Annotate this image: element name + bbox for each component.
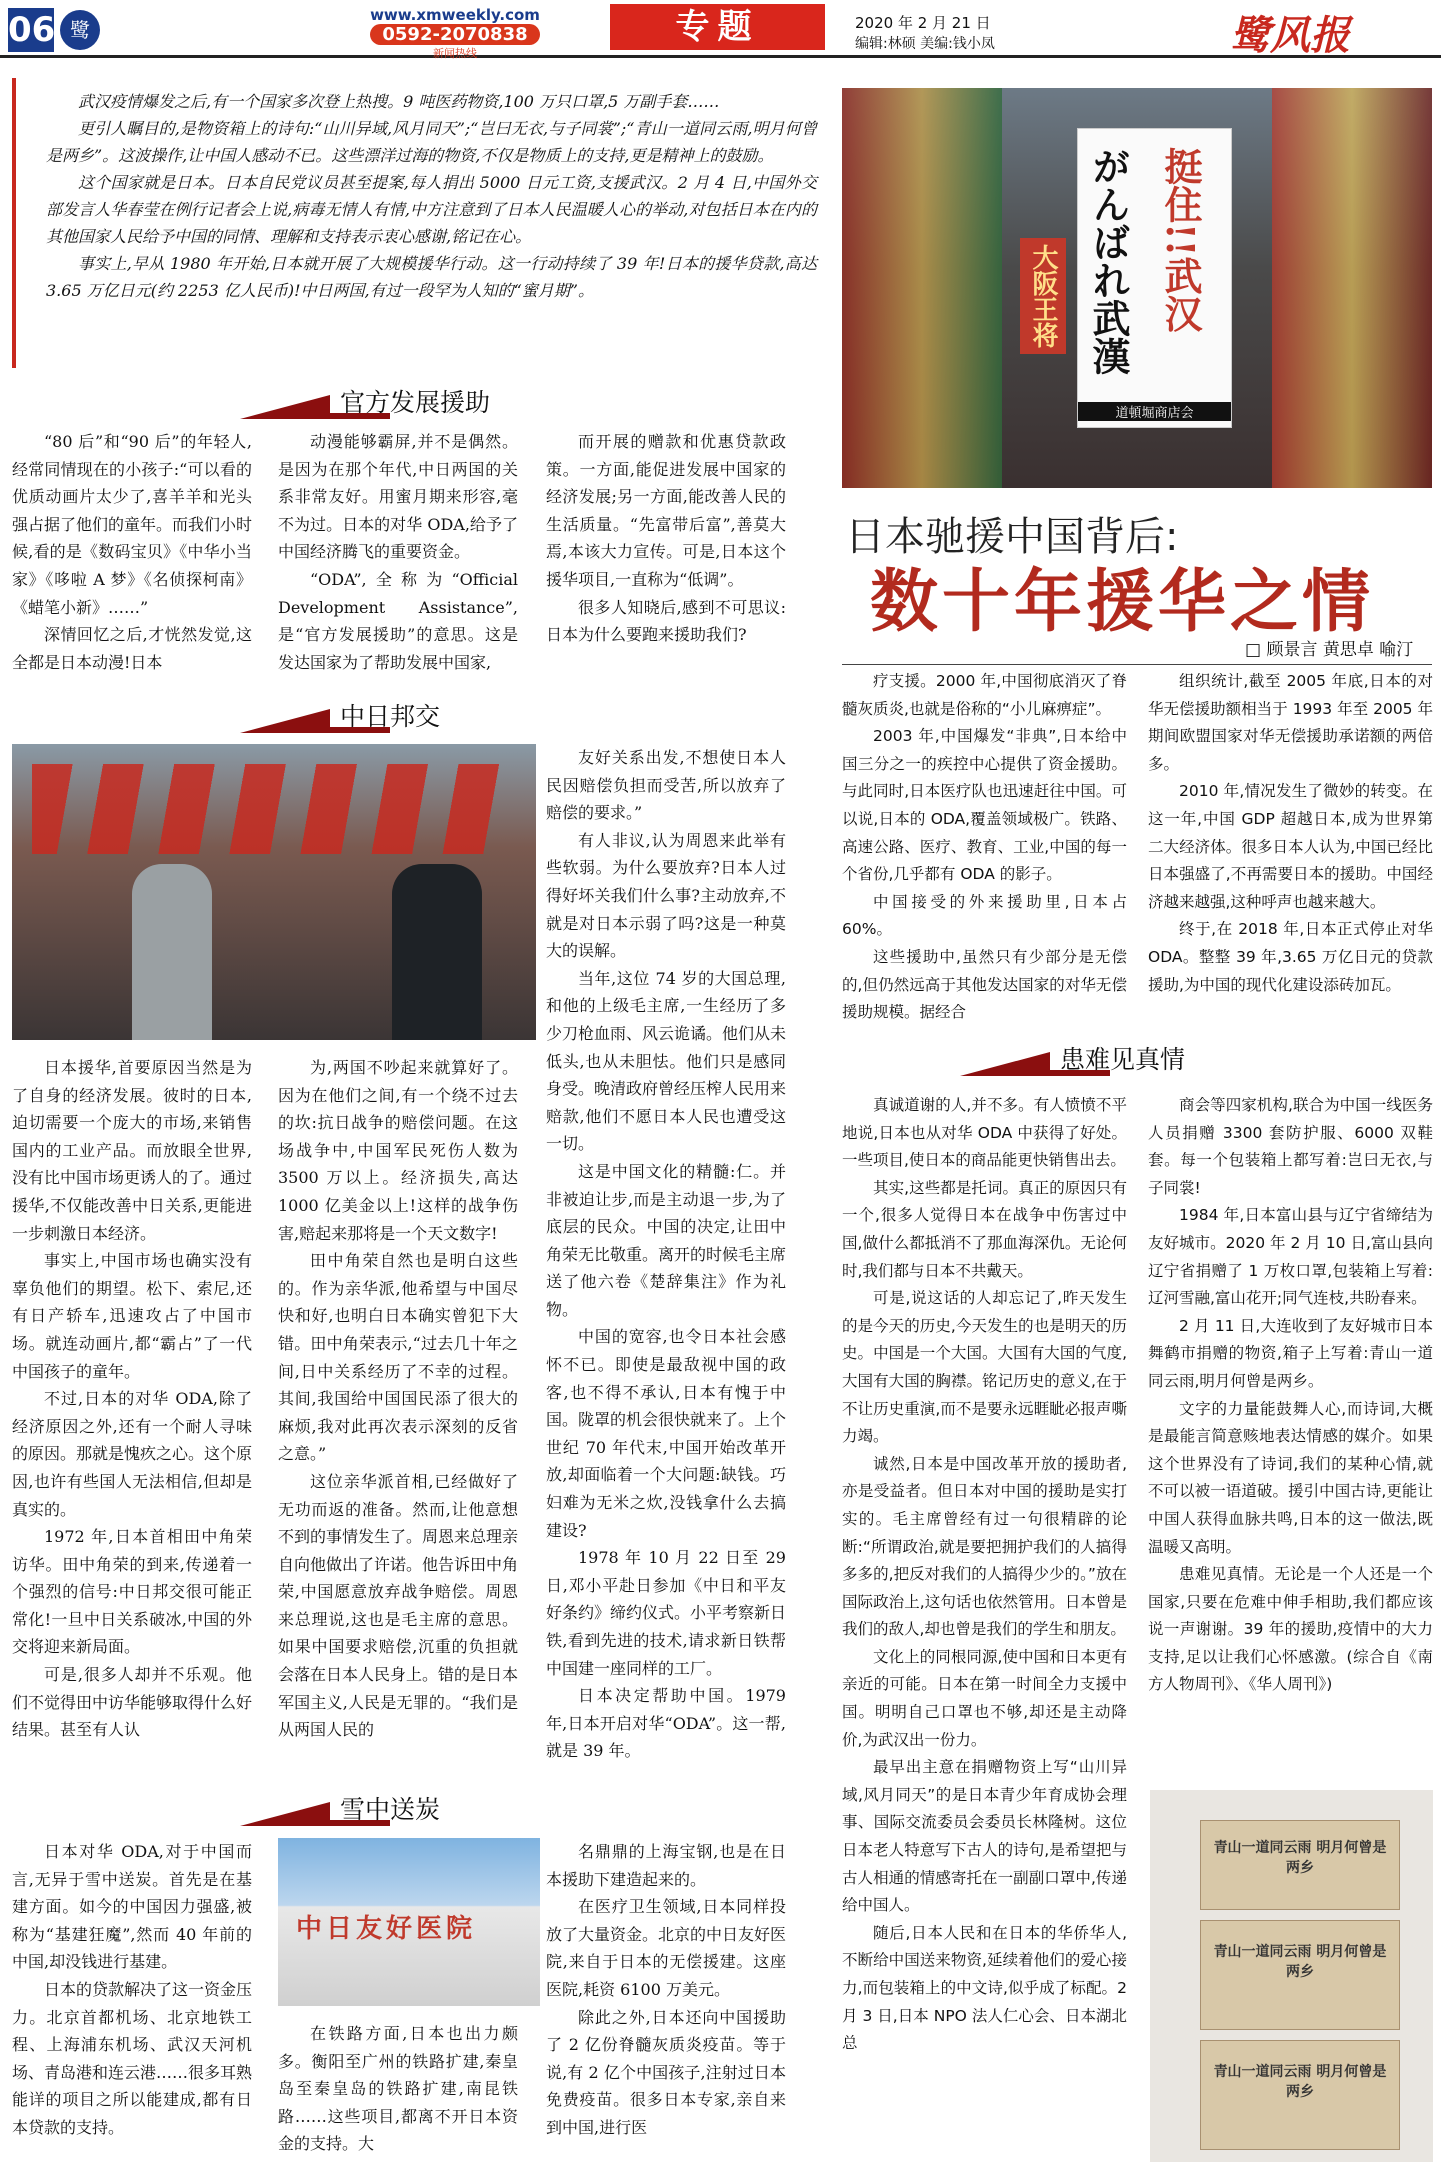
paragraph: 中国接受的外来援助里,日本占 60%。 [842,892,1127,939]
hospital-sign: 中日友好医院 [296,1914,477,1944]
article-column [278,428,518,698]
paragraph: 动漫能够霸屏,并不是偶然。是因为在那个年代,中日两国的关系非常友好。用蜜月期来形容,毫不为过。日本的对华 ODA,给予了中国经济腾飞的重要资金。 [278,432,518,562]
paragraph: 很多人知晓后,感到不可思议:日本为什么要跑来援助我们? [546,597,786,645]
issue-date: 2020 年 2 月 21 日 [855,14,991,32]
article-column [546,428,786,698]
paragraph: “ODA”,全称为“Official Development Assistance”,是“官方发展援助”的意思。这是发达国家为了帮助发展中国家, [278,569,518,672]
paragraph: 日本决定帮助中国。1979 年,日本开启对华“ODA”。这一帮,就是 39 年。 [546,1686,786,1761]
paragraph: 有人非议,认为周恩来此举有些软弱。为什么要放弃?日本人过得好坏关我们什么事?主动放弃,不就是对日本示弱了吗?这是一种莫大的误解。 [546,830,786,961]
subhead-diplomacy [240,697,840,739]
paragraph: 日本的贷款解决了这一资金压力。北京首都机场、北京地铁工程、上海浦东机场、武汉天河机场、青岛港和连云港……很多耳熟能详的项目之所以能建成,都有日本贷款的支持。 [12,1979,252,2137]
subhead-true-friendship [960,1040,1430,1082]
paragraph: 这些援助中,虽然只有少部分是无偿的,但仍然远高于其他发达国家的对华无偿援助规模。据经合 [842,947,1127,1022]
article-column [278,2020,518,2160]
paragraph: 这是中国文化的精髓:仁。并非被迫让步,而是主动退一步,为了底层的民众。中国的决定,让田中角荣无比敬重。离开的时候毛主席送了他六卷《楚辞集注》作为礼物。 [546,1161,786,1319]
paragraph: 而开展的赠款和优惠贷款政策。一方面,能促进发展中国家的经济发展;另一方面,能改善人民的生活质量。“先富带后富”,善莫大焉,本该大力宣传。可是,日本这个援华项目,一直称为“低调”。 [546,432,786,589]
hospital-photo [278,1838,540,2006]
paragraph: 1984 年,日本富山县与辽宁省缔结为友好城市。2020 年 2 月 10 日,富山县向辽宁省捐赠了 1 万枚口罩,包装箱上写着:辽河雪融,富山花开;同气连枝,共盼春来。 [1148,1206,1433,1308]
paragraph: 诚然,日本是中国改革开放的援助者,亦是受益者。但日本对中国的援助是实打实的。毛主席曾经有过一句很精辟的论断:“所谓政治,就是要把拥护我们的人搞得多多的,把反对我们的人搞得少少的。”放在国际政治上,这句话也依然管用。日本曾是我们的敌人,却也曾是我们的学生和朋友。 [842,1454,1127,1639]
article-column [1148,1092,1433,1782]
paragraph: 在医疗卫生领域,日本同样投放了大量资金。北京的中日友好医院,来自于日本的无偿援建。这座医院,耗资 6100 万美元。 [546,1897,786,1999]
headline: 数十年援华之情 [870,562,1375,642]
paragraph: 文字的力量能鼓舞人心,而诗词,大概是最能言简意赅地表达情感的媒介。如果这个世界没有了诗词,我们的某种心情,就不可以被一语道破。援引中国古诗,更能让中国人获得血脉共鸣,日本的这一做法,既温暖又高明。 [1148,1399,1433,1556]
banner-chinese: 挺住!!武汉 [1158,147,1203,333]
article-column [546,1838,786,2160]
article-column [12,1054,252,1774]
article-column [12,428,252,698]
paragraph: 在铁路方面,日本也出力颇多。衡阳至广州的铁路扩建,秦皇岛至秦皇岛的铁路扩建,南昆铁路……这些项目,都离不开日本资金的支持。大 [278,2024,518,2154]
box-label: 青山一道同云雨 明月何曾是两乡 [1213,2064,1387,2100]
intro-box [12,78,837,368]
subhead-label: 患难见真情 [1060,1045,1186,1074]
divider [842,664,1432,665]
paragraph: 1972 年,日本首相田中角荣访华。田中角荣的到来,传递着一个强烈的信号:中日邦交很可能正常化!一旦中日关系破冰,中国的外交将迎来新局面。 [12,1527,252,1657]
paragraph: 其实,这些都是托词。真正的原因只有一个,很多人觉得日本在战争中伤害过中国,做什么都抵消不了那血海深仇。无论何时,我们都与日本不共戴天。 [842,1178,1127,1280]
paragraph: 事实上,中国市场也确实没有辜负他们的期望。松下、索尼,还有日产轿车,迅速攻占了中国市场。就连动画片,都“霸占”了一代中国孩子的童年。 [12,1251,252,1381]
banner-japanese: がんばれ武漢 [1086,147,1131,375]
editors-credit: 编辑:林硕 美编:钱小凤 [855,36,995,52]
intro-paragraph: 武汉疫情爆发之后,有一个国家多次登上热搜。9 吨医药物资,100 万只口罩,5 万副手套…… [78,92,720,111]
paragraph: 终于,在 2018 年,日本正式停止对华 ODA。整整 39 年,3.65 万亿日元的贷款援助,为中国的现代化建设添砖加瓦。 [1148,920,1433,994]
paragraph: 不过,日本的对华 ODA,除了经济原因之外,还有一个耐人寻味的原因。那就是愧疚之心。这个原因,也许有些国人无法相信,但却是真实的。 [12,1389,252,1519]
paragraph: 可是,很多人却并不乐观。他们不觉得田中访华能够取得什么好结果。甚至有人认 [12,1665,252,1740]
subhead-label: 雪中送炭 [340,1795,441,1824]
hotline-label: 新闻热线 [433,47,477,60]
box-label: 青山一道同云雨 明月何曾是两乡 [1213,1840,1387,1876]
paragraph: 为,两国不吵起来就算好了。因为在他们之间,有一个绕不过去的坎:抗日战争的赔偿问题。在这场战争中,中国军民死伤人数为 3500 万以上。经济损失,高达 1000 亿美金以上!这样的战争伤害,赔起来那将是一个天文数字! [278,1058,518,1243]
subhead-label: 官方发展援助 [340,388,491,417]
masthead: 鹭风报 [1230,12,1350,59]
paragraph: 随后,日本人民和在日本的华侨华人,不断给中国送来物资,延续着他们的爱心接力,而包装箱上的中文诗,似乎成了标配。2 月 3 日,日本 NPO 法人仁心会、日本湖北总 [842,1923,1127,2053]
site-contact [330,6,580,60]
byline: □ 顾景言 黄思卓 喻汀 [1245,640,1414,660]
subhead-label: 中日邦交 [340,702,441,731]
donation-boxes-photo [1150,1790,1433,2162]
article-column [12,1838,252,2160]
paragraph: 田中角荣自然也是明白这些的。作为亲华派,他希望与中国尽快和好,也明白日本确实曾犯下大错。田中角荣表示,“过去几十年之间,日中关系经历了不幸的过程。其间,我国给中国国民添了很大的麻烦,我对此再次表示深刻的反省之意。” [278,1251,518,1464]
paragraph: 日本对华 ODA,对于中国而言,无异于雪中送炭。首先是在基建方面。如今的中国因力强盛,被称为“基建狂魔”,然而 40 年前的中国,却没钱进行基建。 [12,1842,252,1972]
subhead-timely-help [240,1790,840,1832]
paragraph: 患难见真情。无论是一个人还是一个国家,只要在危难中伸手相助,我们都应该说一声谢谢。39 年的援助,疫情中的大力支持,足以让我们心怀感激。(综合自《南方人物周刊》、《华人周刊》) [1148,1565,1433,1694]
article-column [842,668,1127,1036]
paragraph: 2 月 11 日,大连收到了友好城市日本舞鹤市捐赠的物资,箱子上写着:青山一道同云雨,明月何曾是两乡。 [1148,1316,1433,1390]
paragraph: 日本援华,首要原因当然是为了自身的经济发展。彼时的日本,迫切需要一个庞大的市场,来销售国内的工业产品。而放眼全世界,没有比中国市场更诱人的了。通过援华,不仅能改善中日关系,更能进一步刺激日本经济。 [12,1058,252,1243]
paragraph: 友好关系出发,不想使日本人民因赔偿负担而受苦,所以放弃了赔偿的要求。” [546,748,786,823]
intro-paragraph: 这个国家就是日本。日本自民党议员甚至提案,每人捐出 5000 日元工资,支援武汉。2 月 4 日,中国外交部发言人华春莹在例行记者会上说,病毒无情人有情,中方注意到了日本人民温暖人心的举动,对包括日本在内的其他国家人民给予中国的同情、理解和支持表示衷心感谢,铭记在心。 [46,173,817,246]
hotline-phone: 0592-2070838 [370,24,539,45]
paragraph: 组织统计,截至 2005 年底,日本的对华无偿援助额相当于 1993 年至 2005 年期间欧盟国家对华无偿援助承诺额的两倍多。 [1148,672,1433,773]
paragraph: 1978 年 10 月 22 日至 29 日,邓小平赴日参加《中日和平友好条约》缔约仪式。小平考察新日铁,看到先进的技术,请求新日铁帮中国建一座同样的工厂。 [546,1548,786,1678]
paragraph: 文化上的同根同源,使中国和日本更有亲近的可能。日本在第一时间全力支援中国。明明自己口罩也不够,却还是主动降价,为武汉出一份力。 [842,1647,1127,1749]
article-column [546,744,786,1774]
intro-paragraph: 事实上,早从 1980 年开始,日本就开展了大规模援华行动。这一行动持续了 39 年!日本的援华贷款,高达 3.65 万亿日元(约 2253 亿人民币)!中日两国,有过一段罕为人知的“蜜月期”。 [46,254,817,300]
paragraph: 疗支援。2000 年,中国彻底消灭了脊髓灰质炎,也就是俗称的“小儿麻痹症”。 [842,672,1127,718]
box-label: 青山一道同云雨 明月何曾是两乡 [1213,1944,1387,1980]
paragraph: 深情回忆之后,才恍然发觉,这全都是日本动漫!日本 [12,625,252,672]
paragraph: 中国的宽容,也令日本社会感怀不已。即使是最敌视中国的政客,也不得不承认,日本有愧于中国。陇罩的机会很快就来了。上个世纪 70 年代末,中国开始改革开放,却面临着一个大问题:缺钱。巧妇难为无米之炊,没钱拿什么去搞建设? [546,1327,786,1540]
article-column [278,1054,518,1774]
article-column [1148,668,1433,1036]
paragraph: 最早出主意在捐赠物资上写“山川异域,风月同天”的是日本青少年育成协会理事、国际交流委员会委员长林隆树。这位日本老人特意写下古人的诗句,是希望把与古人相通的情感寄托在一副副口罩中,传递给中国人。 [842,1758,1127,1915]
site-url[interactable]: www.xmweekly.com [370,6,540,24]
paragraph: 名鼎鼎的上海宝钢,也是在日本援助下建造起来的。 [546,1842,786,1889]
paragraph: 2003 年,中国爆发“非典”,日本给中国三分之一的疾控中心提供了资金援助。与此同时,日本医疗队也迅速赶往中国。可以说,日本的 ODA,覆盖领域极广。铁路、高速公路、医疗、教育、工业,中国的每一个省份,几乎都有 ODA 的影子。 [842,727,1127,884]
paragraph: 真诚道谢的人,并不多。有人愤愤不平地说,日本也从对华 ODA 中获得了好处。一些项目,使日本的商品能更快销售出去。 [842,1096,1127,1170]
sign-osaka: 大阪王将 [1020,238,1066,354]
street-photo [842,88,1432,488]
section-title: 专题 [610,4,825,50]
paragraph: 当年,这位 74 岁的大国总理,和他的上级毛主席,一生经历了多少刀枪血雨、风云诡谲。他们从未低头,也从未胆怯。他们只是感同身受。晚清政府曾经压榨人民用来赔款,他们不愿日本人民也遭受这一切。 [546,968,786,1154]
article-column [842,1092,1127,2162]
paragraph: 可是,说这话的人却忘记了,昨天发生的是今天的历史,今天发生的也是明天的历史。中国是一个大国。大国有大国的气度,大国有大国的胸襟。铭记历史的意义,在于不让历史重演,而不是要永远睚眦必报声嘶力竭。 [842,1289,1127,1446]
paragraph: 除此之外,日本还向中国援助了 2 亿份脊髓灰质炎疫苗。等于说,有 2 亿个中国孩子,注射过日本免费疫苗。很多日本专家,亲自来到中国,进行医 [546,2007,786,2137]
banner-shop: 道頓堀商店会 [1078,402,1231,421]
paragraph: 2010 年,情况发生了微妙的转变。在这一年,中国 GDP 超越日本,成为世界第二大经济体。很多日本人认为,中国已经比日本强盛了,不再需要日本的援助。中国经济越来越强,这种呼声也越来越大。 [1148,782,1433,911]
intro-paragraph: 更引人瞩目的,是物资箱上的诗句:“山川异域,风月同天”;“岂曰无衣,与子同裳”;“青山一道同云雨,明月何曾是两乡”。这波操作,让中国人感动不已。这些漂洋过海的物资,不仅是物质上的支持,更是精神上的鼓励。 [46,119,817,165]
paragraph: “80 后”和“90 后”的年轻人,经常同情现在的小孩子:“可以看的优质动画片太少了,喜羊羊和光头强占据了他们的童年。而我们小时候,看的是《数码宝贝》《中华小当家》《哆啦 A 梦》《名侦探柯南》《蜡笔小新》……” [12,432,252,617]
headline-kicker: 日本驰援中国背后: [845,514,1179,560]
paragraph: 商会等四家机构,联合为中国一线医务人员捐赠 3300 套防护服、6000 双鞋套。每一个包装箱上都写着:岂曰无衣,与子同裳! [1148,1096,1433,1197]
brand-logo-icon: 鹭 [60,10,100,50]
historic-photo [12,744,536,1040]
banner-cheer [1077,128,1232,428]
subhead-official-aid [240,383,840,425]
paragraph: 这位亲华派首相,已经做好了无功而返的准备。然而,让他意想不到的事情发生了。周恩来总理亲自向他做出了许诺。他告诉田中角荣,中国愿意放弃战争赔偿。周恩来总理说,这也是毛主席的意思。如果中国要求赔偿,沉重的负担就会落在日本人民身上。错的是日本军国主义,人民是无罪的。“我们是从两国人民的 [278,1471,518,1740]
page-number: 06 [8,10,56,50]
